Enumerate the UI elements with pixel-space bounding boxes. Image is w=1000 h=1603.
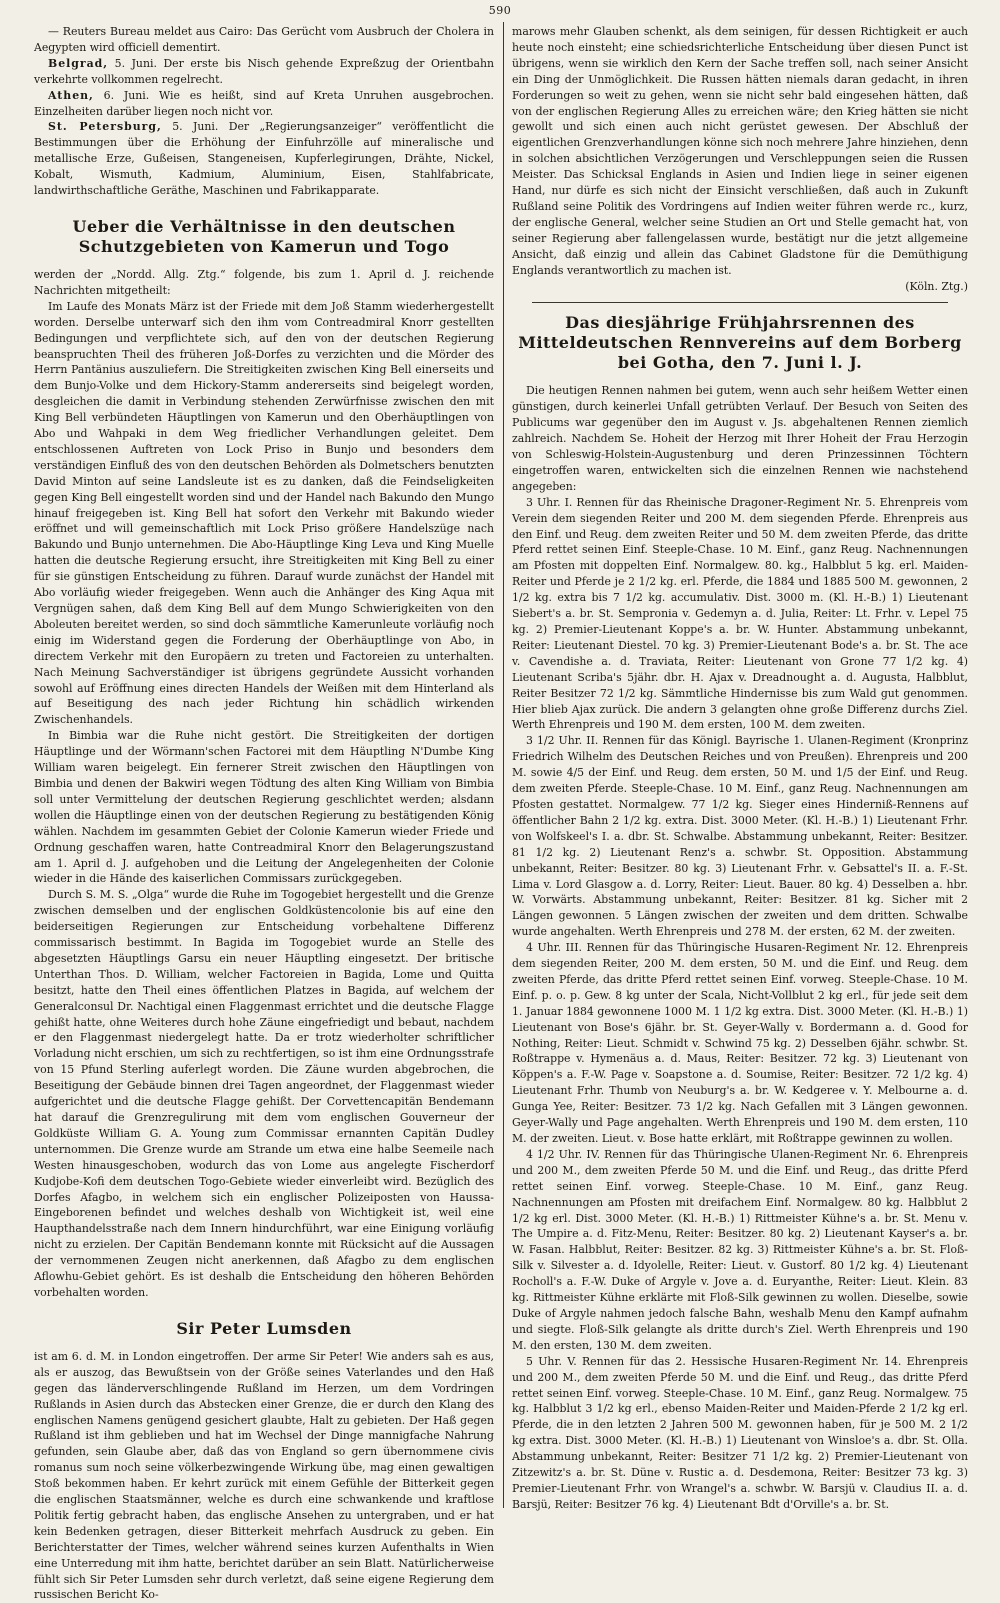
news-brief-text: 5. Juni. Der „Regierungsanzeiger“ veröffentlicht die Bestimmungen über die Erhöhung der Einfuhrzölle auf mineralische und metallische Erze, Gußeisen, Stangeneisen, Kupferlegirungen, Drähte, Nickel, Kobalt, Wismuth, Kadmium, Aluminium, Eisen, Stahlfabricate, landwirthschaftliche Geräthe, Maschinen und Fabrikapparate.: [34, 120, 494, 198]
page-number: 590: [488, 4, 512, 17]
news-brief: [34, 88, 494, 120]
news-brief: [34, 119, 494, 199]
news-dateline: St. Petersburg,: [48, 120, 162, 134]
article-continuation-lumsden: [512, 24, 968, 294]
article-paragraph: In Bimbia war die Ruhe nicht gestört. Die Streitigkeiten der dortigen Häuptlinge und der Wörmann'schen Factorei mit dem Häuptling N'Dumbe King William waren beigelegt. Ein fernerer Streit zwischen den Häuptlingen von Bimbia und denen der Bakwiri wegen Tödtung des alten King William von Bimbia soll unter Vermittelung der deutschen Regierung geschlichtet werden; alsdann wollen die Häuptlinge einen von der deutschen Regierung zu bestätigenden König wählen. Nachdem im gesammten Gebiet der Colonie Kamerun wieder Friede und Ordnung geschaffen waren, hatte Contreadmiral Knorr den Belagerungszustand am 1. April d. J. aufgehoben und die Leitung der Angelegenheiten der Colonie wieder in die Hände des kaiserlichen Commissars zurückgegeben.: [34, 729, 494, 886]
news-brief-list: [34, 24, 494, 199]
article-body-schutzgebiete: [34, 267, 494, 1301]
article-body-lumsden: [34, 1349, 494, 1603]
article-paragraph: werden der „Nordd. Allg. Ztg.“ folgende, bis zum 1. April d. J. reichende Nachrichten mitgetheilt:: [34, 267, 494, 297]
article-paragraph: Im Laufe des Monats März ist der Friede mit dem Joß Stamm wiederhergestellt worden. Derselbe unterwarf sich den ihm vom Contreadmiral Knorr gestellten Bedingungen und verpflichtete sich, auf den von der deutschen Regierung beanspruchten Theil des früheren Joß-Dorfes zu verzichten und die Mörder des Herrn Pantänius auszuliefern. Die Streitigkeiten zwischen King Bell einerseits und dem Bunjo-Volke und dem Hickory-Stamm andererseits sind beigelegt worden, desgleichen die damit in Verbindung stehenden Zerwürfnisse zwischen den mit King Bell verbündeten Häuptlingen von Kamerun und den Oberhäuptlingen von Abo und Wahpaki in dem Weg friedlicher Verhandlungen geleitet. Dem entschlossenen Auftreten von Lock Priso in Bunjo und besonders dem verständigen Einfluß des von den deutschen Behörden als Dolmetschers benutzten David Minton auf seine Landsleute ist es zu danken, daß die Feindseligkeiten gegen King Bell eingestellt worden sind und der Handel nach Bakundo den Mungo hinauf freigegeben ist. King Bell hat sofort den Verkehr mit Bakundo wieder eröffnet und will gemeinschaftlich mit Lock Priso größere Handelszüge nach Bakundo und Bunjo unternehmen. Die Abo-Häuptlinge King Leva und King Muelle hatten die deutsche Regierung ersucht, ihre Streitigkeiten mit King Bell zu einer für sie günstigen Entscheidung zu führen. Darauf wurde zunächst der Handel mit Abo vorläufig wieder freigegeben. Wenn auch die Anhänger des King Aqua mit Vergnügen sahen, daß dem King Bell auf dem Mungo Schwierigkeiten von den Aboleuten bereitet werden, so sind doch sämmtliche Kamerunleute vorläufig noch einig im Widerstand gegen die Forderung der Oberhäuptlinge von Abo, in directem Verkehr mit den Europäern zu treten und Factoreien zu unterhalten. Nach Meinung Sachverständiger ist übrigens gegründete Aussicht vorhanden sowohl auf Eröffnung eines directen Handels der Weißen mit dem Hinterland als auf Beseitigung des nach jeder Richtung hin schädlich wirkenden Zwischenhandels.: [34, 299, 494, 727]
article-separator: [532, 302, 948, 303]
news-brief-text: 5. Juni. Der erste bis Nisch gehende Expreßzug der Orientbahn verkehrte vollkommen regelrecht.: [34, 56, 494, 86]
race-report: 4 Uhr. III. Rennen für das Thüringische Husaren-Regiment Nr. 12. Ehrenpreis dem siegenden Reiter, 200 M. dem ersten, 50 M. und die Einf. und Reug. dem zweiten Pferde, das dritte Pferd rettet seinen Einf. vorweg. Steeple-Chase. 10 M. Einf. p. o. p. Gew. 8 kg unter der Scala, Nicht-Vollblut 2 kg erl., für jede seit dem 1. Januar 1884 gewonnene 1000 M. 1 1/2 kg extra. Dist. 3000 Meter. (Kl. H.-B.) 1) Lieutenant von Bose's 6jähr. br. St. Geyer-Wally v. Bordermann a. d. Good for Nothing, Reiter: Lieut. Schmidt v. Schwind 75 kg. 2) Desselben 6jähr. schwbr. St. Roßtrappe v. Hymenäus a. d. Maus, Reiter: Besitzer. 72 kg. 3) Lieutenant von Köppen's a. F.-W. Page v. Soapstone a. d. Soumise, Reiter: Besitzer. 72 1/2 kg. 4) Lieutenant Frhr. Thumb von Neuburg's a. br. W. Kedgeree v. Y. Melbourne a. d. Gunga Yee, Reiter: Besitzer. 73 1/2 kg. Nach Gefallen mit 3 Längen gewonnen. Geyer-Wally und Page angehalten. Werth Ehrenpreis und 190 M. dem ersten, 110 M. der zweiten. Lieut. v. Bose hatte erklärt, mit Roßtrappe gewinnen zu wollen.: [512, 941, 968, 1145]
article-title-lumsden: Sir Peter Lumsden: [176, 1318, 352, 1338]
article-title-fruehjahrsrennen: Das diesjährige Frühjahrsrennen des Mitteldeutschen Rennvereins auf dem Borberg bei Gotha, den 7. Juni l. J.: [518, 313, 962, 373]
news-brief: [34, 24, 494, 56]
article-title-schutzgebiete: Ueber die Verhältnisse in den deutschen Schutzgebieten von Kamerun und Togo: [72, 216, 456, 256]
race-report: 4 1/2 Uhr. IV. Rennen für das Thüringische Ulanen-Regiment Nr. 6. Ehrenpreis und 200 M., dem zweiten Pferde 50 M. und die Einf. und Reug., das dritte Pferd rettet seinen Einf. vorweg. Steeple-Chase. 10 M. Einf., ganz Reug. Nachnennungen am Pfosten mit dreifachem Einf. Normalgew. 80 kg. Halbblut 2 1/2 kg erl. Dist. 3000 Meter. (Kl. H.-B.) 1) Rittmeister Kühne's a. br. St. Menu v. The Umpire a. d. Fitz-Menu, Reiter: Besitzer. 80 kg. 2) Lieutenant Kayser's a. br. W. Fasan. Halbblut, Reiter: Besitzer. 82 kg. 3) Rittmeister Kühne's a. br. St. Floß-Silk v. Silvester a. d. Idyolelle, Reiter: Lieut. v. Gustorf. 80 1/2 kg. 4) Lieutenant Rocholl's a. F.-W. Duke of Argyle v. Jove a. d. Euryanthe, Reiter: Lieut. Klein. 83 kg. Rittmeister Kühne erklärte mit Floß-Silk gewinnen zu wollen. Dieselbe, sowie Duke of Argyle nahmen jedoch falsche Bahn, weshalb Menu den Kampf aufnahm und siegte. Floß-Silk gelangte als dritte durch's Ziel. Werth Ehrenpreis und 190 M. den ersten, 130 M. dem zweiten.: [512, 1147, 968, 1352]
article-paragraph: Durch S. M. S. „Olga“ wurde die Ruhe im Togogebiet hergestellt und die Grenze zwischen demselben und der englischen Goldküstencolonie bis auf eine den beiderseitigen Regierungen zur Entscheidung vorbehaltene Differenz commissarisch bestimmt. In Bagida im Togogebiet wurde an Stelle des abgesetzten Häuptlings Garsu ein neuer Häuptling eingesetzt. Der britische Unterthan Thos. D. William, welcher Factoreien in Bagida, Lome und Quitta besitzt, hatte den Theil eines öffentlichen Platzes in Bagida, auf welchem der Generalconsul Dr. Nachtigal einen Flaggenmast errichtet und die deutsche Flagge gehißt hatte, ohne Weiteres durch hohe Zäune eingefriedigt und bebaut, nachdem er den Flaggenmast niedergelegt hatte. Da er trotz wiederholter schriftlicher Vorladung nicht erschien, um sich zu rechtfertigen, so ist ihm eine Ordnungsstrafe von 15 Pfund Sterling auferlegt worden. Die Zäune wurden abgebrochen, die Beseitigung der Gebäude binnen drei Tagen angeordnet, der Flaggenmast wieder aufgerichtet und die deutsche Flagge gehißt. Der Corvettencapitän Bendemann hat darauf die Grenzregulirung mit dem vom englischen Gouverneur der Goldküste William G. A. Young zum Commissar ernannten Capitän Dudley unternommen. Die Grenze wurde am Strande um etwa eine halbe Seemeile nach Westen hinausgeschoben, wodurch das von Lome aus angelegte Fischerdorf Kudjobe-Kofi dem deutschen Togo-Gebiete wieder einverleibt wird. Bezüglich des Dorfes Afagbo, in welchem sich ein englischer Polizeiposten von Haussa-Eingeborenen befindet und welches deshalb von Wichtigkeit ist, weil eine Haupthandelsstraße nach dem Innern hindurchführt, war eine Einigung vorläufig nicht zu erzielen. Der Capitän Bendemann konnte mit Rücksicht auf die Aussagen der vernommenen Zeugen nicht anerkennen, daß Afagbo zu dem englischen Aflowhu-Gebiet gehört. Es ist deshalb die Entscheidung den höheren Behörden vorbehalten worden.: [34, 888, 494, 1299]
article-paragraph: marows mehr Glauben schenkt, als dem seinigen, für dessen Richtigkeit er auch heute noch einsteht; eine schiedsrichterliche Entscheidung über diesen Punct ist übrigens, wenn sie wirklich den Kern der Sache treffen soll, nach seiner Ansicht ein Ding der Unmöglichkeit. Die Russen hätten niemals daran gedacht, in ihren Forderungen so weit zu gehen, wenn sie nicht sehr bald eingesehen hätten, daß von der englischen Regierung Alles zu erreichen wäre; den Krieg hätten sie nicht gewollt und sich einen auch nicht gerüstet gewesen. Der Abschluß der eigentlichen Grenzverhandlungen könne sich noch mehrere Jahre hinziehen, denn in solchen absichtlichen Verzögerungen und Verschleppungen seien die Russen Meister. Das Schicksal Englands in Asien und Indien liege in seiner eigenen Hand, nur dürfe es sich nicht der Einsicht verschließen, daß auch in Zukunft Rußland seine Politik des Vordringens auf Indien weiter führen werde rc., kurz, der englische General, welcher seine Studien an Ort und Stelle gemacht hat, von seiner Regierung aber fallengelassen wurde, bestätigt nur die jetzt allgemeine Ansicht, daß einzig und allein das Cabinet Gladstone für die Demüthigung Englands verantwortlich zu machen ist.: [512, 25, 968, 277]
race-report: 3 Uhr. I. Rennen für das Rheinische Dragoner-Regiment Nr. 5. Ehrenpreis vom Verein dem siegenden Reiter und 200 M. dem siegenden Pferde. Ehrenpreis aus den Einf. und Reug. dem zweiten Reiter und 50 M. dem zweiten Pferde, das dritte Pferd rettet seinen Einf. Steeple-Chase. 10 M. Einf., ganz Reug. Nachnennungen am Pfosten mit doppelten Einf. Normalgew. 80. kg., Halbblut 5 kg. erl. Maiden-Reiter und Pferde je 2 1/2 kg. erl. Pferde, die 1884 und 1885 500 M. gewonnen, 2 1/2 kg. extra bis 7 1/2 kg. accumulativ. Dist. 3000 m. (Kl. H.-B.) 1) Lieutenant Siebert's a. br. St. Sempronia v. Gedemyn a. d. Julia, Reiter: Lt. Frhr. v. Lepel 75 kg. 2) Premier-Lieutenant Koppe's a. br. W. Hunter. Abstammung unbekannt, Reiter: Lieutenant Diestel. 70 kg. 3) Premier-Lieutenant Bode's a. br. St. The ace v. Cavendishe a. d. Traviata, Reiter: Lieutenant von Grone 77 1/2 kg. 4) Lieutenant Scriba's 5jähr. dbr. H. Ajax v. Dreadnought a. d. Augusta, Halbblut, Reiter Besitzer 72 1/2 kg. Sämmtliche Hindernisse bis zum Wald gut genommen. Hier blieb Ajax zurück. Die andern 3 gelangten ohne große Differenz durchs Ziel. Werth Ehrenpreis und 190 M. dem ersten, 100 M. dem zweiten.: [512, 495, 968, 732]
news-brief-text: 6. Juni. Wie es heißt, sind auf Kreta Unruhen ausgebrochen. Einzelheiten darüber liegen noch nicht vor.: [34, 88, 494, 118]
article-paragraph: ist am 6. d. M. in London eingetroffen. Der arme Sir Peter! Wie anders sah es aus, als er auszog, das Bewußtsein von der Größe seines Vaterlandes und den Haß gegen das länderverschlingende Rußland im Herzen, um dem Vordringen Rußlands in Asien durch das Abstecken einer Grenze, die er durch den Klang des englischen Namens genügend gesichert glaubte, Halt zu gebieten. Der Haß gegen Rußland ist ihm geblieben und hat im Wechsel der Dinge mannigfache Nahrung gefunden, sein Glaube aber, daß das von England so gern übernommene civis romanus sum noch seine völkerbezwingende Wirkung übe, mag einen gewaltigen Stoß bekommen haben. Er kehrt zurück mit einem Gefühle der Bitterkeit gegen die englischen Staatsmänner, welche es durch eine schwankende und kraftlose Politik fertig gebracht haben, das englische Ansehen zu untergraben, und er hat kein Bedenken getragen, dieser Bitterkeit mehrfach Ausdruck zu geben. Ein Berichterstatter der Times, welcher während seines kurzen Aufenthalts in Wien eine Unterredung mit ihm hatte, berichtet darüber an sein Blatt. Natürlicherweise fühlt sich Sir Peter Lumsden sehr durch verletzt, daß seine eigene Regierung dem russischen Bericht Ko-: [34, 1349, 494, 1602]
article-body-fruehjahrsrennen: [512, 383, 968, 1512]
race-report: 3 1/2 Uhr. II. Rennen für das Königl. Bayrische 1. Ulanen-Regiment (Kronprinz Friedrich Wilhelm des Deutschen Reiches und von Preußen). Ehrenpreis und 200 M. sowie 4/5 der Einf. und Reug. dem ersten, 50 M. und 1/5 der Einf. und Reug. dem zweiten Pferde. Steeple-Chase. 10 M. Einf., ganz Reug. Nachnennungen am Pfosten gestattet. Normalgew. 77 1/2 kg. Sieger eines Hinderniß-Rennens auf öffentlicher Bahn 2 1/2 kg. extra. Dist. 3000 Meter. (Kl. H.-B.) 1) Lieutenant Frhr. von Wolfskeel's I. a. dbr. St. Schwalbe. Abstammung unbekannt, Reiter: Besitzer. 81 1/2 kg. 2) Lieutenant Renz's a. schwbr. St. Opposition. Abstammung unbekannt, Reiter: Besitzer. 80 kg. 3) Lieutenant Frhr. v. Gebsattel's II. a. F.-St. Lima v. Lord Glasgow a. d. Lorry, Reiter: Lieut. Bauer. 80 kg. 4) Desselben a. hbr. W. Vorwärts. Abstammung unbekannt, Reiter: Besitzer. 81 kg. Sicher mit 2 Längen gewonnen. 5 Längen zwischen der zweiten und dem dritten. Schwalbe wurde angehalten. Werth Ehrenpreis und 278 M. der ersten, 62 M. der zweiten.: [512, 734, 968, 939]
right-column: [512, 24, 968, 1511]
news-brief-text: — Reuters Bureau meldet aus Cairo: Das Gerücht vom Ausbruch der Cholera in Aegypten wird officiell dementirt.: [34, 25, 494, 54]
article-paragraph: Die heutigen Rennen nahmen bei gutem, wenn auch sehr heißem Wetter einen günstigen, durch keinerlei Unfall getrübten Verlauf. Der Besuch von Seiten des Publicums war gegenüber den im August v. Js. abgehaltenen Rennen ziemlich zahlreich. Nachdem Se. Hoheit der Herzog mit Ihrer Hoheit der Frau Herzogin von Schleswig-Holstein-Augustenburg und deren Prinzessinnen Töchtern eingetroffen waren, entwickelten sich die einzelnen Rennen wie nachstehend angegeben:: [512, 384, 968, 493]
news-dateline: Athen,: [48, 88, 94, 102]
news-brief: [34, 56, 494, 88]
column-divider: [503, 22, 504, 1508]
news-dateline: Belgrad,: [48, 56, 109, 70]
article-source: (Köln. Ztg.): [905, 279, 968, 293]
left-column: [34, 24, 494, 1602]
race-report: 5 Uhr. V. Rennen für das 2. Hessische Husaren-Regiment Nr. 14. Ehrenpreis und 200 M., dem zweiten Pferde 50 M. und die Einf. und Reug., das dritte Pferd rettet seinen Einf. vorweg. Steeple-Chase. 10 M. Einf., ganz Reug. Normalgew. 75 kg. Halbblut 3 1/2 kg erl., ebenso Maiden-Reiter und Maiden-Pferde 2 1/2 kg erl. Pferde, die in den letzten 2 Jahren 500 M. gewonnen haben, für je 500 M. 2 1/2 kg extra. Dist. 3000 Meter. (Kl. H.-B.) 1) Lieutenant von Winsloe's a. dbr. St. Olla. Abstammung unbekannt, Reiter: Besitzer 71 1/2 kg. 2) Premier-Lieutenant von Zitzewitz's a. br. St. Düne v. Rustic a. d. Desdemona, Reiter: Besitzer 73 kg. 3) Premier-Lieutenant Frhr. von Wrangel's a. schwbr. W. Barsjü v. Claudius II. a. d. Barsjü, Reiter: Besitzer 76 kg. 4) Lieutenant Bdt d'Orville's a. br. St.: [512, 1354, 968, 1511]
